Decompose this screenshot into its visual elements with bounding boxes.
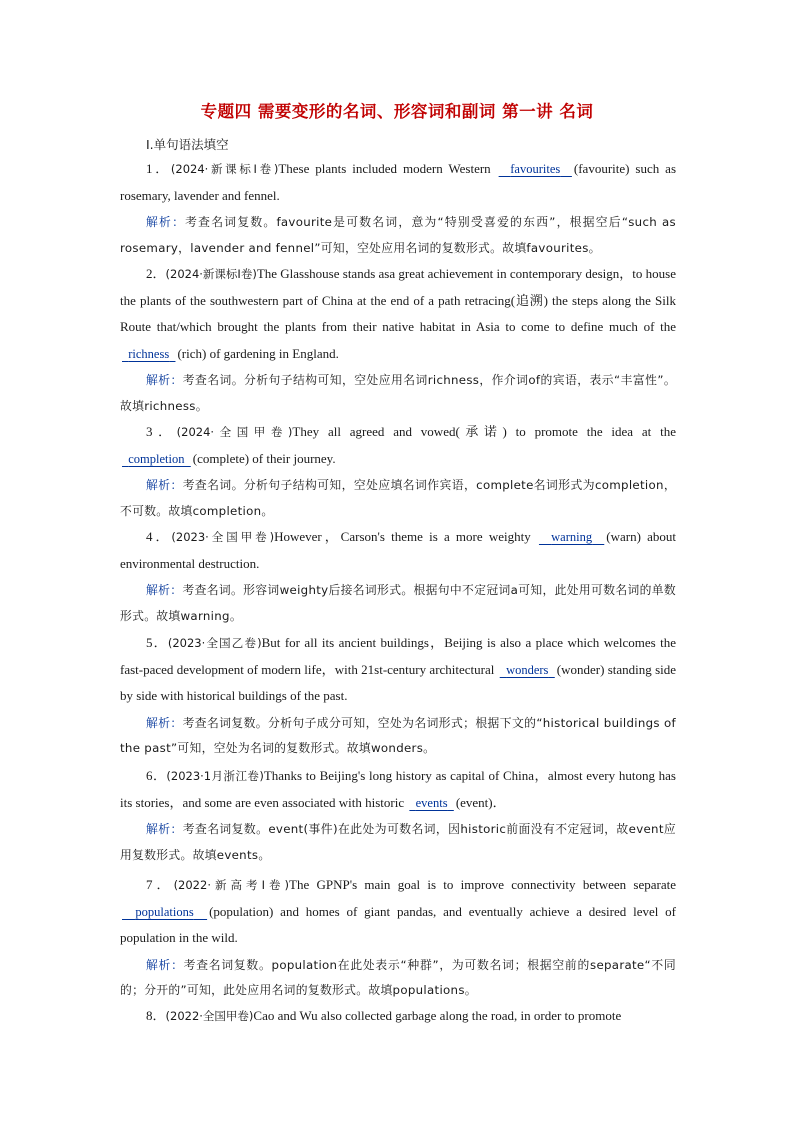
- analysis: [120, 210, 676, 261]
- analysis-label: 解析：: [146, 373, 183, 387]
- question-source: (2024·新课标Ⅰ卷): [170, 162, 279, 176]
- question-before: The GPNP's main goal is to improve connectivity between separate: [289, 877, 676, 892]
- question-before: However，Carson's theme is a more weighty: [274, 529, 531, 544]
- analysis-text: 考查名词。形容词weighty后接名词形式。根据句中不定冠词a可知，此处用可数名词的单数形式。故填warning。: [120, 583, 677, 623]
- answer-blank: populations: [135, 904, 194, 919]
- question-number: 1．: [146, 161, 171, 176]
- analysis: [120, 953, 676, 1004]
- question-7: [120, 872, 676, 1004]
- question-number: 3．: [146, 424, 177, 439]
- question-8: [120, 1003, 676, 1030]
- question-number: 2．: [146, 266, 166, 281]
- page-title: 专题四 需要变形的名词、形容词和副词 第一讲 名词: [200, 102, 594, 121]
- analysis-text: 考查名词复数。favourite是可数名词，意为“特别受喜爱的东西”，根据空后“such as rosemary，lavender and fennel”可知，空处应用名词的复数形式。故填favourites。: [120, 215, 676, 255]
- question-text: [120, 1003, 676, 1030]
- question-text: [120, 419, 676, 472]
- question-number: 4．: [146, 529, 172, 544]
- answer-blank: completion: [128, 451, 185, 466]
- question-source: (2024·全国甲卷): [176, 425, 293, 439]
- analysis-text: 考查名词。分析句子结构可知，空处应用名词richness，作介词of的宾语，表示“丰富性”。故填richness。: [120, 373, 676, 413]
- question-after: (warn) about environmental destruction.: [120, 529, 676, 571]
- question-source: (2022·新高考Ⅰ卷): [173, 878, 290, 892]
- analysis: [120, 817, 676, 868]
- analysis-label: 解析：: [146, 822, 183, 836]
- question-5: [120, 630, 676, 762]
- question-after: (complete) of their journey.: [192, 450, 336, 466]
- question-source: (2023·1月浙江卷): [166, 769, 264, 783]
- answer-blank: favourites: [510, 162, 561, 176]
- analysis-text: 考查名词。分析句子结构可知，空处应填名词作宾语，complete名词形式为completion，不可数。故填completion。: [120, 478, 676, 518]
- question-text: [120, 524, 676, 577]
- answer-blank: richness: [128, 346, 170, 361]
- analysis-text: 考查名词复数。population在此处表示“种群”，为可数名词；根据空前的separate“不同的；分开的”可知，此处应用名词的复数形式。故填populations。: [120, 957, 676, 997]
- analysis-text: 考查名词复数。event(事件)在此处为可数名词，因historic前面没有不定冠词，故event应用复数形式。故填events。: [120, 822, 676, 862]
- question-text: [120, 630, 676, 710]
- question-3: [120, 419, 676, 524]
- answer-blank: warning: [551, 530, 593, 544]
- section-heading: Ⅰ.单句语法填空: [146, 137, 229, 152]
- question-before: But for all its ancient buildings，Beijing is also a place which welcomes the fast-paced development of modern life，with 21st-century architectural: [120, 635, 676, 677]
- analysis: [120, 578, 676, 629]
- answer-blank: events: [415, 795, 448, 810]
- question-text: [120, 261, 676, 367]
- question-after: (event)．: [455, 794, 506, 810]
- question-text: [120, 763, 676, 816]
- question-after: (population) and homes of giant pandas, and eventually achieve a desired level of population in the wild.: [120, 903, 676, 945]
- question-text: [120, 156, 676, 209]
- question-6: [120, 763, 676, 868]
- answer-blank: wonders: [506, 662, 549, 677]
- question-before: These plants included modern Western: [278, 161, 491, 176]
- question-before: Thanks to Beijing's long history as capital of China，almost every hutong has its stories，and some are even associated with historic: [120, 768, 676, 810]
- question-number: 7．: [146, 877, 174, 892]
- question-number: 5．: [146, 635, 168, 650]
- question-source: (2024·新课标Ⅰ卷): [165, 267, 257, 281]
- question-number: 8．: [146, 1008, 166, 1023]
- question-number: 6．: [146, 768, 167, 783]
- question-before: The Glasshouse stands asa great achievement in contemporary design，to house the plants of the southwestern part of China at the end of a path retracing(追溯) the steps along the Silk Route that/which brought the plants from their native habitat in Asia to come to define much of the: [120, 266, 676, 334]
- analysis-text: 考查名词复数。分析句子成分可知，空处为名词形式；根据下文的“historical buildings of the past”可知，空处为名词的复数形式。故填wonders。: [120, 715, 676, 755]
- question-4: [120, 524, 676, 629]
- question-source: (2022·全国甲卷): [165, 1009, 254, 1023]
- question-after: (rich) of gardening in England.: [177, 345, 339, 361]
- question-before: They all agreed and vowed(承诺) to promote the idea at the: [292, 424, 676, 439]
- question-source: (2023·全国乙卷): [167, 636, 262, 650]
- analysis: [120, 711, 676, 762]
- analysis: [120, 368, 676, 419]
- analysis-label: 解析：: [146, 583, 183, 597]
- question-after: (wonder) standing side by side with historical buildings of the past.: [120, 661, 677, 703]
- question-source: (2023·全国甲卷): [171, 530, 275, 544]
- analysis-label: 解析：: [146, 478, 183, 492]
- analysis-label: 解析：: [146, 957, 184, 972]
- analysis-label: 解析：: [146, 215, 186, 229]
- analysis: [120, 473, 676, 524]
- question-after: (favourite) such as rosemary, lavender and fennel.: [120, 161, 677, 203]
- question-2: [120, 261, 676, 419]
- analysis-label: 解析：: [146, 715, 183, 730]
- question-before: Cao and Wu also collected garbage along the road, in order to promote: [253, 1008, 622, 1023]
- question-1: [120, 156, 676, 261]
- question-text: [120, 872, 676, 952]
